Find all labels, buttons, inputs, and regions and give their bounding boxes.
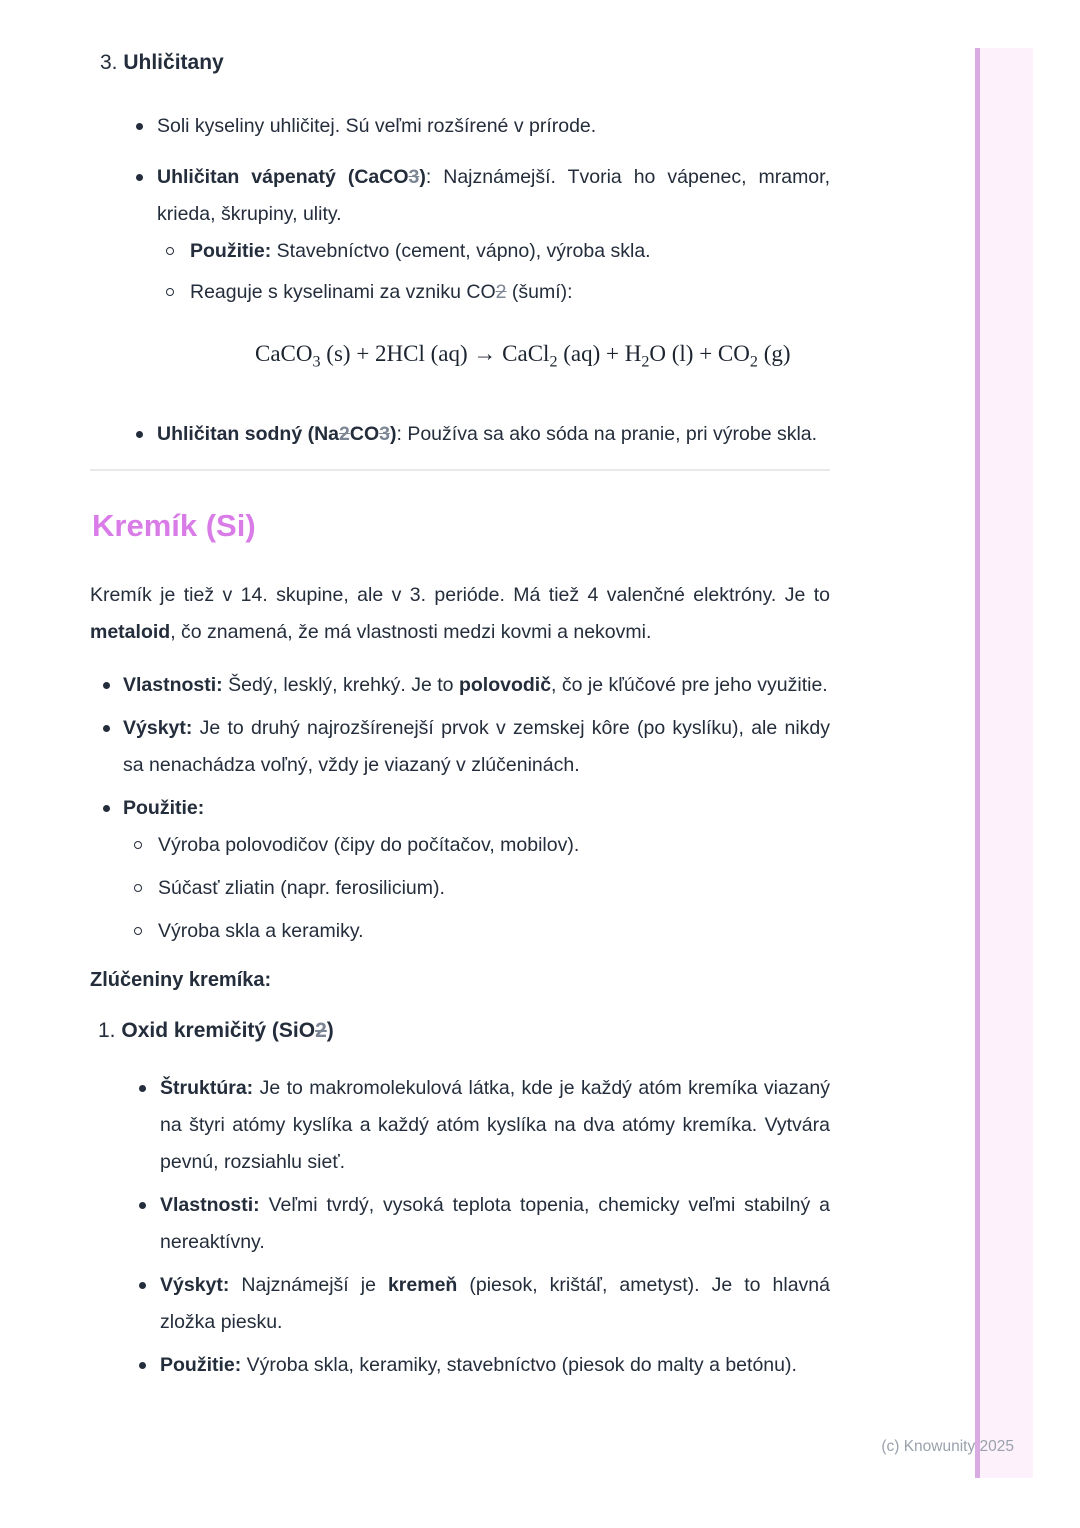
bullet-dot-icon [103,725,110,732]
list-item [90,416,830,453]
list-item [90,1347,830,1384]
list-item [90,710,830,784]
list-item-text: Výskyt: Najznámejší je kremeň (piesok, krištáľ, ametyst). Je to hlavná zložka piesku. [160,1273,831,1333]
bullet-dot-icon [136,431,143,438]
section-divider [90,469,830,471]
list-item-text: Uhličitan sodný (Na2CO3): Používa sa ako sóda na pranie, pri výrobe skla. [157,422,818,445]
list-item [123,827,830,864]
list-item-text: Súčasť zliatin (napr. ferosilicium). [158,876,445,899]
list-item-text: Použitie: [123,796,205,819]
list-item-text: Výskyt: Je to druhý najrozšírenejší prvok v zemskej kôre (po kyslíku), ale nikdy sa nenachádza voľný, vždy je viazaný v zlúčeninách. [123,716,830,776]
oxide-list [90,1070,830,1384]
watermark: (c) Knowunity 2025 [881,1438,1014,1455]
bullet-dot-icon [103,682,110,689]
bullet-circle-icon [166,247,174,255]
list-item-text: Vlastnosti: Šedý, lesklý, krehký. Je to polovodič, čo je kľúčové pre jeho využitie. [123,673,828,696]
list-item [123,913,830,950]
bullet-dot-icon [139,1202,146,1209]
list-item [90,108,830,145]
bullet-circle-icon [134,927,142,935]
carbonates-sublist [157,233,830,311]
bullet-dot-icon [139,1282,146,1289]
bullet-dot-icon [139,1362,146,1369]
carbonates-list [90,108,830,453]
list-item-text: Výroba skla a keramiky. [158,919,364,942]
list-item-text: Uhličitan vápenatý (CaCO3): Najznámejší. Tvoria ho vápenec, mramor, krieda, škrupiny, ulity. [157,166,830,225]
bullet-dot-icon [136,174,143,181]
silicon-pouzitie-sublist [123,827,830,950]
heading-kremik: Kremík (Si) [92,507,256,543]
bullet-circle-icon [134,841,142,849]
compounds-heading: Zlúčeniny kremíka: [90,968,272,991]
list-item [157,233,830,270]
list-item [90,1267,830,1341]
list-item [157,274,830,311]
list-item-text: Vlastnosti: Veľmi tvrdý, vysoká teplota topenia, chemicky veľmi stabilný a nereaktívny. [160,1193,830,1253]
bullet-dot-icon [136,123,143,130]
list-item [90,667,830,704]
silicon-list [90,667,830,950]
list-item-text: Štruktúra: Je to makromolekulová látka, kde je každý atóm kremíka viazaný na štyri atómy kyslíka a každý atóm kyslíka na dva atómy kremíka. Vytvára pevnú, rozsiahlu sieť. [160,1076,830,1173]
list-item [90,1070,830,1181]
bullet-dot-icon [103,805,110,812]
content-column [90,48,830,1390]
list-item-text: Použitie: Stavebníctvo (cement, vápno), výroba skla. [190,240,651,262]
bullet-circle-icon [166,288,174,296]
list-item-text: Reaguje s kyselinami za vzniku CO2 (šumí): [190,281,573,303]
list-item [90,1187,830,1261]
list-item-text: Výroba polovodičov (čipy do počítačov, mobilov). [158,833,580,856]
heading-uhlicitany: 3. Uhličitany [100,51,224,74]
list-item-text: Soli kyseliny uhličitej. Sú veľmi rozšírené v prírode. [157,115,597,137]
list-item [123,870,830,907]
bullet-dot-icon [139,1085,146,1092]
chemical-equation: CaCO$_3$ (s) + 2HCl (aq) → CaCl$_2$ $(aq) + H_2O$ $(l) + CO_2$ (g) [255,341,791,371]
right-accent-bar [975,48,1033,1478]
heading-oxid-kremicity: 1. Oxid kremičitý (SiO2) [98,1018,334,1042]
intro-paragraph: Kremík je tiež v 14. skupine, ale v 3. perióde. Má tiež 4 valenčné elektróny. Je to metaloid, čo znamená, že má vlastnosti medzi kovmi a nekovmi. [90,583,830,643]
list-item [90,159,830,380]
list-item [90,790,830,950]
bullet-circle-icon [134,884,142,892]
list-item-text: Použitie: Výroba skla, keramiky, stavebníctvo (piesok do malty a betónu). [160,1353,797,1376]
